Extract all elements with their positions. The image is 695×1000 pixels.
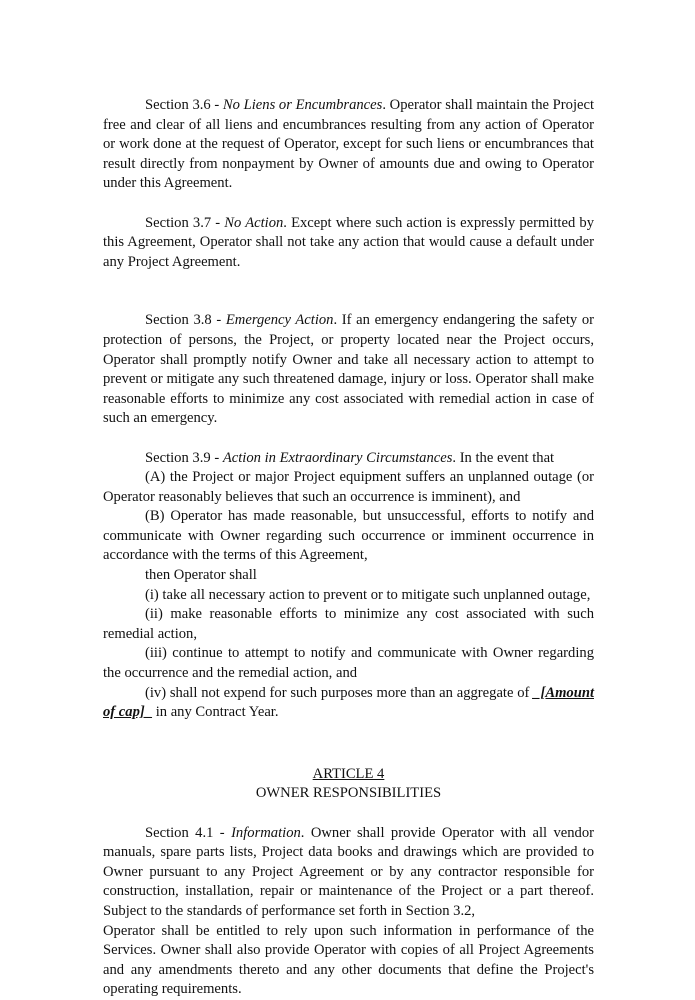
section-body: . Except where such action is expressly permitted by this Agreement, Operator shall not take any action that would cause a default under any Project Agreement.	[103, 214, 594, 270]
section-4-1	[103, 824, 594, 922]
section-body: . Owner shall provide Operator with all vendor manuals, spare parts lists, Project data books and drawings which are provided to Owner pursuant to any Project Agreement or by any contractor responsible for construction, installation, repair or maintenance of the Project or a part thereof. Subject to the standards of performance set forth in Section 3.2,	[103, 824, 594, 919]
section-number: Section 3.7 -	[145, 214, 225, 231]
clause-i: (i) take all necessary action to prevent or to mitigate such unplanned outage,	[145, 586, 591, 603]
section-number: Section 3.6 -	[145, 97, 223, 113]
article-number: ARTICLE 4	[312, 765, 385, 782]
clause-then: then Operator shall	[145, 567, 257, 584]
section-number: Section 4.1 -	[145, 824, 232, 841]
amount-placeholder: _[Amount of cap]_	[103, 684, 594, 721]
article-title: OWNER RESPONSIBILITIES	[255, 785, 442, 802]
section-3-9	[103, 449, 594, 469]
document-page	[103, 96, 594, 1000]
section-title: No Action	[224, 214, 284, 231]
section-title: Action in Extraordinary Circumstances	[222, 449, 453, 466]
section-3-8	[103, 311, 594, 429]
section-title: Information	[231, 824, 301, 841]
section-title: No Liens or Encumbrances	[222, 97, 383, 113]
section-4-1-continued: Operator shall be entitled to rely upon such information in performance of the Services. Owner shall also provide Operator with copies of all Project Agreements and any amendments thereto and any other documents that define the Project's operating requirements.	[103, 922, 594, 998]
clause-ii: (ii) make reasonable efforts to minimize any cost associated with such remedial action,	[103, 606, 594, 642]
clause-a: (A) the Project or major Project equipment suffers an unplanned outage (or Operator reasonably believes that such an occurrence is imminent), and	[103, 469, 594, 505]
section-3-6	[103, 96, 594, 194]
section-body: . If an emergency endangering the safety or protection of persons, the Project, or property located near the Project occurs, Operator shall promptly notify Owner and take all necessary action to attempt to prevent or mitigate any such threatened damage, injury or loss. Operator shall make reasonable efforts to minimize any cost associated with remedial action in case of such an emergency.	[103, 312, 595, 427]
clause-text: (iv) shall not expend for such purposes more than an aggregate of	[145, 684, 534, 701]
section-number: Section 3.8 -	[145, 312, 226, 329]
section-body: . Operator shall maintain the Project free and clear of all liens and encumbrances resulting from any action of Operator or work done at the request of Operator, except for such liens or encumbrances that result directly from nonpayment by Owner of amounts due and owing to Operator under this Agreement.	[103, 97, 595, 192]
section-body: . In the event that	[452, 449, 555, 466]
clause-iii: (iii) continue to attempt to notify and communicate with Owner regarding the occurrence and the remedial action, and	[103, 645, 594, 682]
section-title: Emergency Action	[225, 312, 334, 329]
clause-iv	[103, 684, 594, 723]
clause-text: in any Contract Year.	[152, 704, 279, 721]
clause-b: (B) Operator has made reasonable, but unsuccessful, efforts to notify and communicate with Owner regarding such occurrence or imminent occurrence in accordance with the terms of this Agreement,	[103, 508, 594, 564]
section-3-7	[103, 214, 594, 273]
section-number: Section 3.9 -	[145, 449, 223, 466]
